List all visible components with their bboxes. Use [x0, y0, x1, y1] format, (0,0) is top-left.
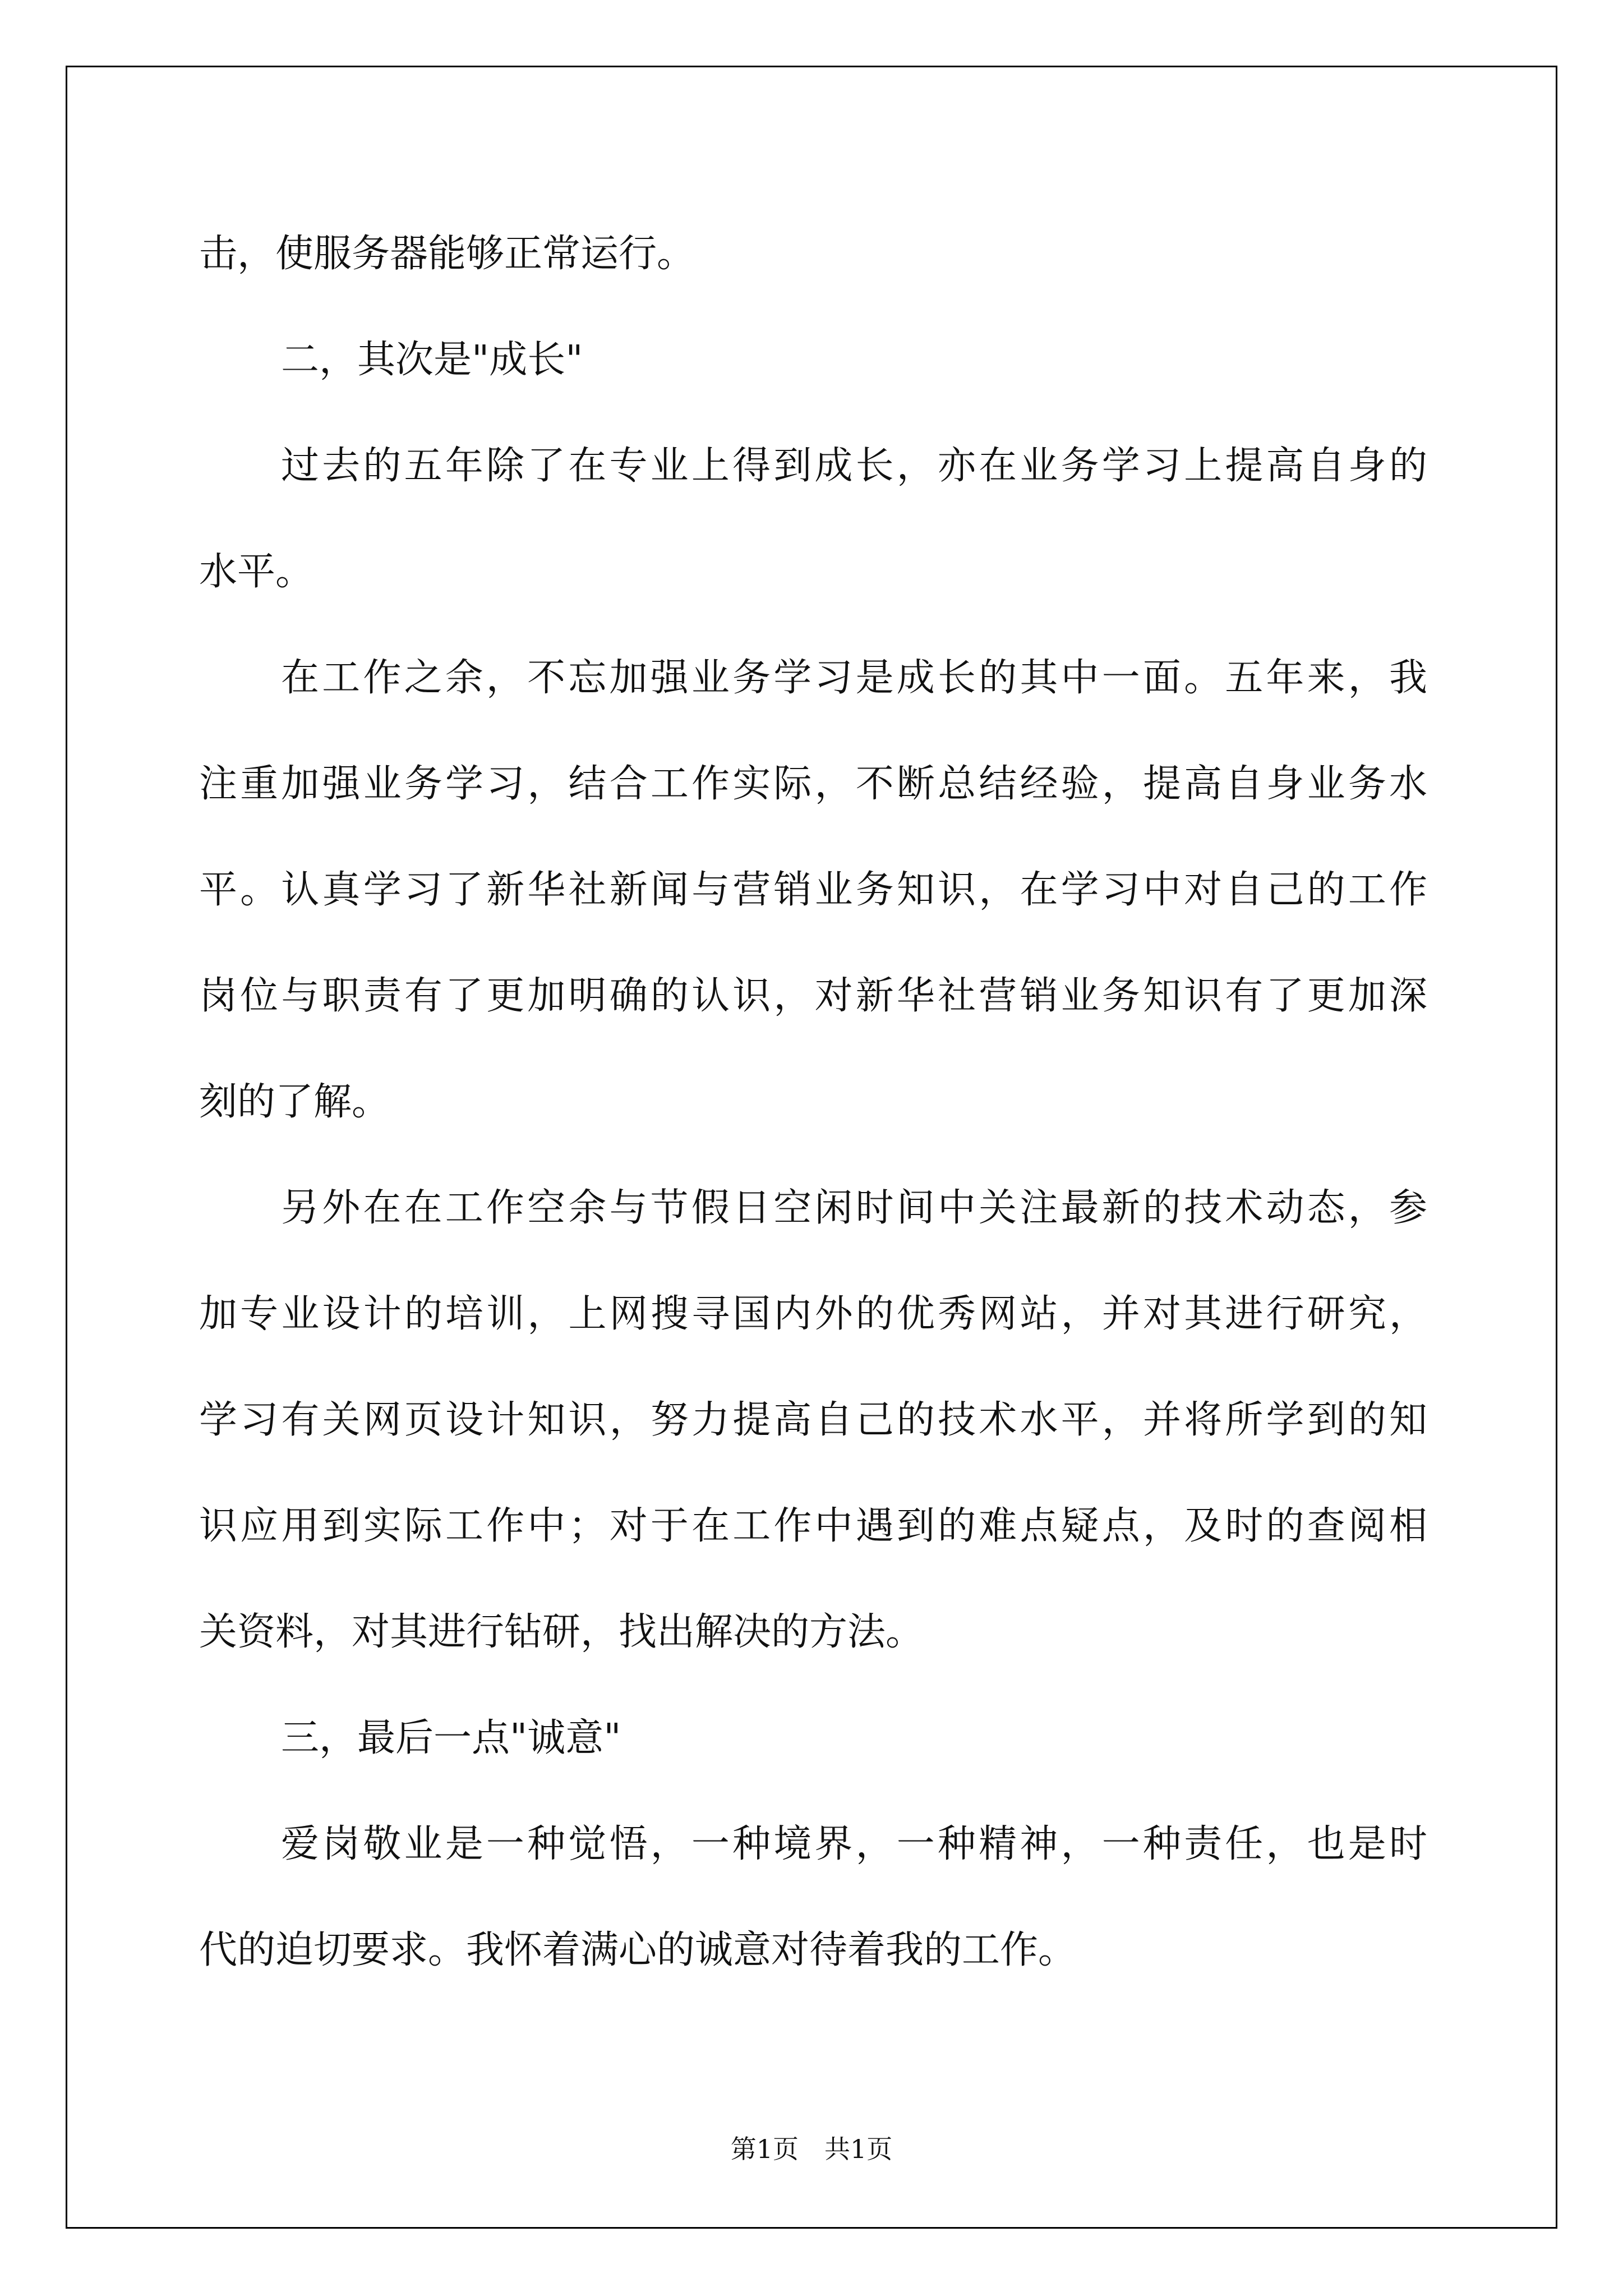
text-line: 代的迫切要求。我怀着满心的诚意对待着我的工作。 — [199, 1928, 1077, 1972]
text-line: 加专业设计的培训，上网搜寻国内外的优秀网站，并对其进行研究， — [199, 1292, 1427, 1336]
text-line: 在工作之余，不忘加强业务学习是成长的其中一面。五年来，我 — [281, 656, 1427, 700]
text-line: 另外在在工作空余与节假日空闲时间中关注最新的技术动态，参 — [281, 1186, 1427, 1230]
text-line: 识应用到实际工作中；对于在工作中遇到的难点疑点，及时的查阅相 — [199, 1504, 1427, 1548]
text-line: 注重加强业务学习，结合工作实际，不断总结经验，提高自身业务水 — [199, 762, 1427, 806]
text-line: 二，其次是"成长" — [281, 338, 583, 382]
page-footer: 第1页 共1页 — [730, 2134, 893, 2164]
text-line: 岗位与职责有了更加明确的认识，对新华社营销业务知识有了更加深 — [199, 974, 1427, 1018]
document-body — [199, 201, 1427, 2003]
text-line: 爱岗敬业是一种觉悟，一种境界，一种精神，一种责任，也是时 — [281, 1822, 1427, 1866]
text-line: 水平。 — [199, 550, 314, 594]
text-line: 关资料，对其进行钻研，找出解决的方法。 — [199, 1610, 924, 1654]
text-line: 平。认真学习了新华社新闻与营销业务知识，在学习中对自己的工作 — [199, 868, 1427, 912]
text-line: 刻的了解。 — [199, 1080, 390, 1124]
text-line: 过去的五年除了在专业上得到成长，亦在业务学习上提高自身的 — [281, 444, 1427, 488]
text-line: 三，最后一点"诚意" — [281, 1716, 621, 1760]
text-line: 学习有关网页设计知识，努力提高自己的技术水平，并将所学到的知 — [199, 1398, 1427, 1442]
text-line: 击，使服务器能够正常运行。 — [199, 232, 695, 276]
